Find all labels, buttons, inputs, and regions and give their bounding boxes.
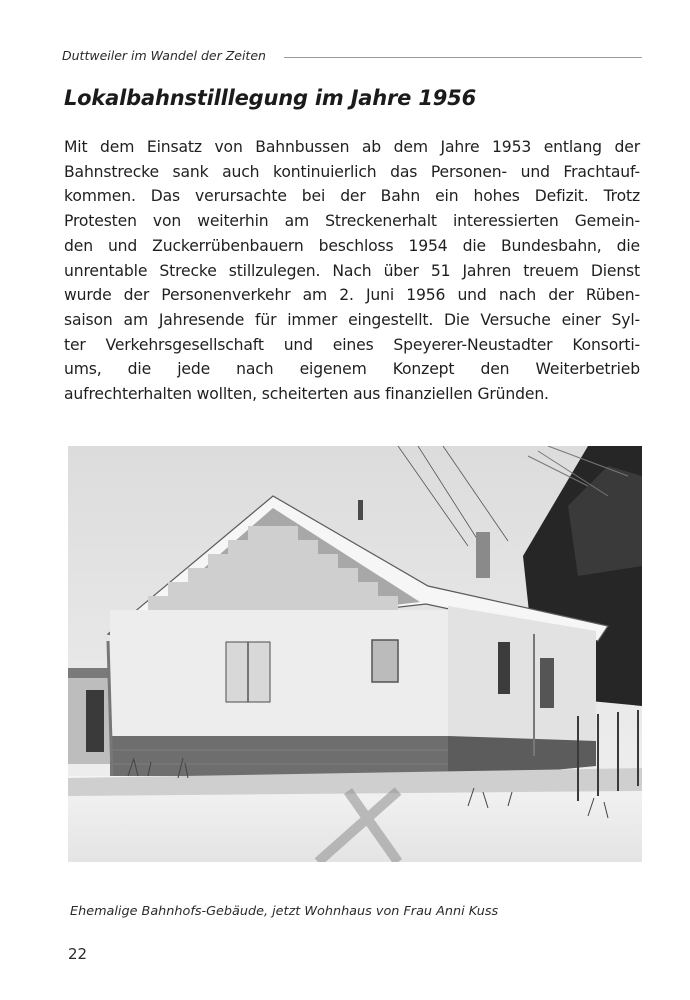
station-building-photo xyxy=(68,446,642,862)
body-line: ums, die jede nach eigenem Konzept den Weiterbetrieb xyxy=(64,360,640,379)
running-header xyxy=(62,48,642,68)
body-line: unrentable Strecke stillzulegen. Nach über 51 Jahren treuem Dienst xyxy=(64,261,640,280)
body-line: kommen. Das verursachte bei der Bahn ein hohes Defizit. Trotz xyxy=(64,187,640,206)
body-line: ter Verkehrsgesellschaft und eines Speyerer-Neustadter Konsorti- xyxy=(64,335,640,354)
header-rule xyxy=(284,57,642,58)
section-heading: Lokalbahnstilllegung im Jahre 1956 xyxy=(64,86,476,110)
body-line: wurde der Personenverkehr am 2. Juni 1956 und nach der Rüben- xyxy=(64,286,640,305)
body-line: den und Zuckerrübenbauern beschloss 1954 die Bundesbahn, die xyxy=(64,236,640,255)
body-line: saison am Jahresende für immer eingestellt. Die Versuche einer Syl- xyxy=(64,310,640,329)
running-header-title: Duttweiler im Wandel der Zeiten xyxy=(62,48,266,63)
body-line: Bahnstrecke sank auch kontinuierlich das Personen- und Frachtauf- xyxy=(64,162,640,181)
photo-caption: Ehemalige Bahnhofs-Gebäude, jetzt Wohnhaus von Frau Anni Kuss xyxy=(70,904,499,919)
body-line: Protesten von weiterhin am Streckenerhalt interessierten Gemein- xyxy=(64,212,640,231)
body-line: aufrechterhalten wollten, scheiterten aus finanziellen Gründen. xyxy=(64,385,549,404)
page-number: 22 xyxy=(68,945,88,963)
body-line: Mit dem Einsatz von Bahnbussen ab dem Jahre 1953 entlang der xyxy=(64,138,640,156)
body-paragraph xyxy=(64,135,640,407)
